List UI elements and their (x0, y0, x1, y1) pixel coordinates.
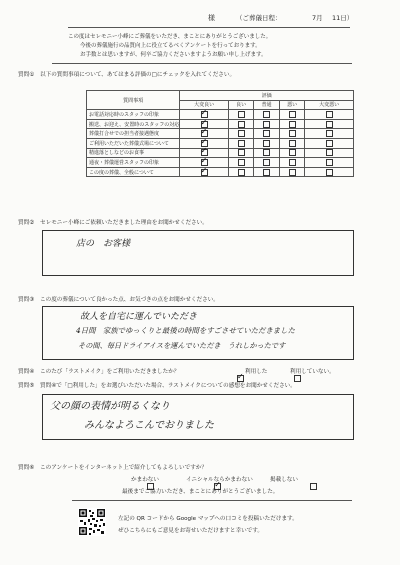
q1-row-item: 葬儀打合せでの担当者接遇態度 (87, 129, 180, 139)
q1-rating-checkbox[interactable] (289, 111, 296, 118)
q3-label: 質問③ (18, 297, 35, 303)
q2-label: 質問② (18, 220, 35, 226)
q1-rating-checkbox[interactable] (238, 111, 245, 118)
q1-rating-checkbox[interactable] (238, 140, 245, 147)
q1-row (87, 110, 354, 120)
q4-option-not-used: 利用していない。 (290, 369, 335, 375)
date-month: 7月 (312, 14, 323, 22)
intro-line-2: 今後の葬儀施行の品質向上に役立てるべくアンケートを行っております。 (80, 43, 261, 49)
q1-rating-checkbox[interactable] (326, 140, 333, 147)
q6-option-decline: 掲載しない (270, 477, 298, 483)
q1-rating-cell (228, 138, 253, 148)
q1-row-item: この度の葬儀、全般について (87, 167, 180, 177)
footer-line-2: ぜひこちらにもご意見をお寄せいただけますと幸いです。 (118, 528, 263, 534)
q1-col-0: 大変良い (180, 100, 229, 110)
q1-rating-cell (279, 119, 304, 129)
q1-rating-cell (254, 158, 279, 168)
q1-col-2: 普通 (254, 100, 279, 110)
q6-text: このアンケートをインターネット上で紹介してもよろしいですか？ (40, 465, 207, 471)
q6-label: 質問⑥ (18, 465, 35, 471)
header-rule (68, 27, 350, 28)
q1-rating-cell (305, 129, 354, 139)
q1-rating-table (86, 90, 354, 177)
q1-rating-checkbox[interactable] (289, 159, 296, 166)
q1-rating-checkbox[interactable] (289, 130, 296, 137)
q3-answer-line-1: 故人を自宅に運んでいただき (80, 312, 198, 322)
q1-rating-checkbox[interactable] (289, 140, 296, 147)
q1-rating-cell (279, 158, 304, 168)
q1-rating-checkbox[interactable] (326, 111, 333, 118)
q1-rating-cell (228, 158, 253, 168)
q1-col-3: 悪い (279, 100, 304, 110)
q1-rating-checkbox[interactable] (326, 121, 333, 128)
q6-checkbox-decline[interactable] (310, 483, 317, 490)
q3-text: この度の葬儀について良かった点、お気づきの点をお聞かせください。 (40, 297, 219, 303)
q1-rating-cell (254, 129, 279, 139)
q1-rating-cell (279, 167, 304, 177)
q1-rating-checkbox[interactable] (263, 169, 270, 176)
q1-rating-checkbox[interactable] (238, 130, 245, 137)
qr-code[interactable] (78, 508, 106, 536)
q1-header-item: 質問事項 (87, 91, 180, 110)
q1-rating-checkbox[interactable] (238, 159, 245, 166)
q1-rating-cell (305, 110, 354, 120)
q1-rating-cell (305, 158, 354, 168)
q1-row (87, 158, 354, 168)
q5-answer-line-2: みんなよろこんでおりました (84, 420, 214, 431)
q5-text: 質問④で「□利用した」をお選びいただいた場合、ラストメイクについての感想をお聞かせください。 (40, 383, 296, 389)
date-label: （ご葬儀日程： (236, 14, 282, 22)
footer-line-1: 左記の QR コードから Google マップへの口コミを投稿いただけます。 (118, 516, 298, 522)
q1-col-4: 大変悪い (305, 100, 354, 110)
q5-answer-line-1: 父の顔の表情が明るくなり (50, 401, 170, 412)
q1-rating-cell (305, 138, 354, 148)
q1-rating-checkbox[interactable] (238, 169, 245, 176)
q1-rating-checkbox[interactable] (263, 159, 270, 166)
intro-rule (52, 63, 352, 64)
q1-rating-cell (305, 148, 354, 158)
q1-row-item: 搬送、お迎え、安置時のスタッフの対応 (87, 119, 180, 129)
date-day: 11日） (332, 14, 354, 22)
q1-rating-cell (180, 167, 229, 177)
q1-rating-checkbox[interactable] (263, 121, 270, 128)
q4-text: このたび「ラストメイク」をご利用いただきましたか？ (40, 369, 180, 375)
q1-rating-checkbox[interactable] (238, 149, 245, 156)
customer-honorific: 様 (208, 14, 215, 22)
q1-rating-checkbox[interactable] (263, 111, 270, 118)
q1-rating-checkbox[interactable] (263, 130, 270, 137)
q1-row (87, 129, 354, 139)
intro-line-1: この度はセレモニー小峰にご葬儀をいただき、まことにありがとうございました。 (68, 34, 272, 40)
q1-rating-cell (254, 110, 279, 120)
q1-rating-cell (279, 129, 304, 139)
q3-answer-line-2: 4日間 家族でゆっくりと最後の時間をすごさせていただきました (76, 326, 295, 335)
intro-line-3: お手数とは思いますが、何卒ご協力くださいますようお願い申し上げます。 (80, 52, 267, 58)
q1-rating-cell (254, 167, 279, 177)
q1-rating-checkbox[interactable] (201, 169, 208, 176)
q1-row-item: 精進落としなどのお食事 (87, 148, 180, 158)
q4-option-used: 利用した (245, 369, 268, 375)
q2-text: セレモニー小峰にご依頼いただきました理由をお聞かせください。 (40, 220, 208, 226)
q1-text: 以下の質問事項について、あてはまる評価の□にチェックを入れてください。 (40, 72, 236, 78)
q1-rating-cell (305, 167, 354, 177)
q1-rating-checkbox[interactable] (326, 130, 333, 137)
q1-row (87, 119, 354, 129)
q1-rating-checkbox[interactable] (238, 121, 245, 128)
q6-option-initials: イニシャルならかまわない (186, 477, 253, 483)
q1-label: 質問① (18, 72, 35, 78)
footer-rule (72, 500, 352, 501)
q6-option-ok: かまわない (131, 477, 159, 483)
q1-row-item: 通夜・葬儀運営スタッフの印象 (87, 158, 180, 168)
q1-rating-checkbox[interactable] (263, 140, 270, 147)
q1-rating-checkbox[interactable] (326, 149, 333, 156)
q1-rating-cell (254, 148, 279, 158)
q1-row-item: ご利用いただいた葬儀式場について (87, 138, 180, 148)
q1-rating-checkbox[interactable] (263, 149, 270, 156)
q1-header-eval: 評価 (180, 91, 354, 101)
q3-answer-line-3: その間、毎日ドライアイスを運んでいただき うれしかったです (78, 341, 286, 350)
q1-row (87, 167, 354, 177)
q1-rating-cell (228, 148, 253, 158)
q1-rating-checkbox[interactable] (289, 149, 296, 156)
closing-message: 最後までご協力いただき、まことにありがとうございました。 (122, 489, 279, 495)
q1-rating-cell (279, 110, 304, 120)
q1-row (87, 148, 354, 158)
q1-rating-cell (254, 138, 279, 148)
q4-label: 質問④ (18, 369, 35, 375)
q1-rating-checkbox[interactable] (326, 159, 333, 166)
q1-rating-cell (228, 129, 253, 139)
q1-rating-cell (305, 119, 354, 129)
q2-answer: 店の お客様 (76, 239, 131, 249)
q1-rating-cell (254, 119, 279, 129)
q1-rating-checkbox[interactable] (326, 169, 333, 176)
q1-rating-checkbox[interactable] (289, 121, 296, 128)
q1-rating-cell (279, 148, 304, 158)
q1-rating-cell (279, 138, 304, 148)
q1-col-1: 良い (228, 100, 253, 110)
q1-rating-cell (228, 119, 253, 129)
q1-rating-checkbox[interactable] (289, 169, 296, 176)
q1-rating-cell (228, 167, 253, 177)
q1-rating-cell (228, 110, 253, 120)
q5-label: 質問⑤ (18, 383, 35, 389)
q1-row-item: お電話対応時のスタッフの印象 (87, 110, 180, 120)
q1-row (87, 138, 354, 148)
